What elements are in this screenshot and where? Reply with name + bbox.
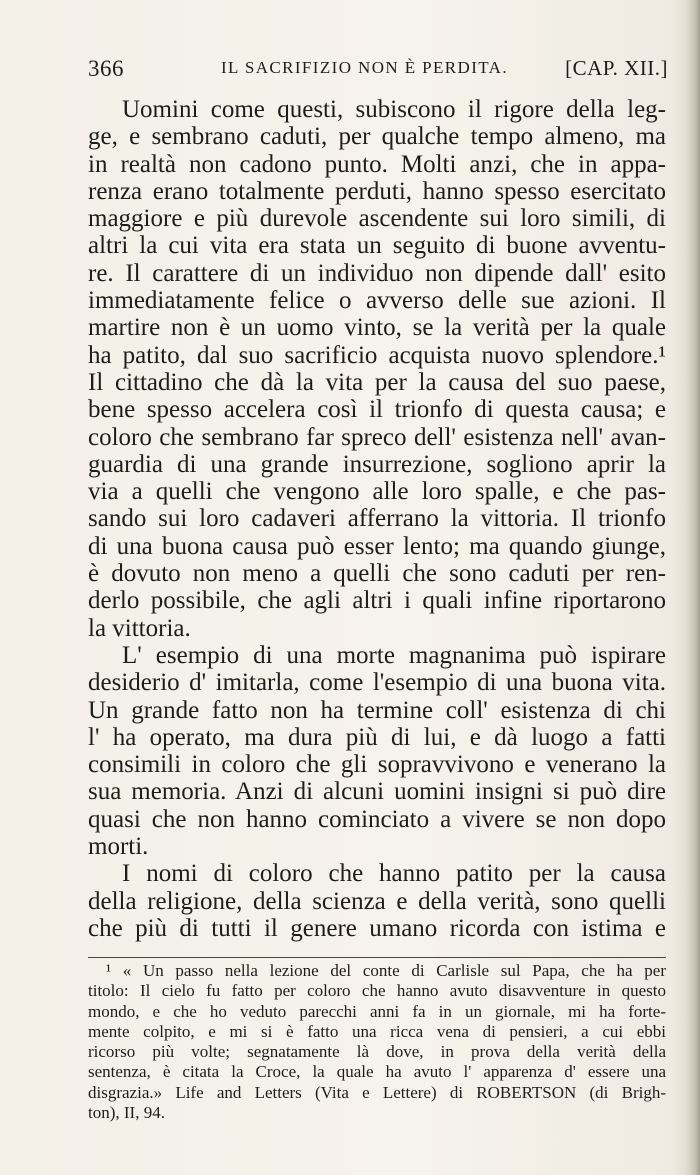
text-line: Il cittadino che dà la vita per la causa del suo paese, [88,368,666,396]
text-line: è dovuto non meno a quelli che sono caduti per ren- [88,560,666,588]
footnote-line: ricorso più volte; segnatamente là dove, in prova della verità della [88,1042,666,1062]
footnote [88,961,666,1123]
main-text [88,96,666,942]
chapter-label: [CAP. XII.] [565,56,668,80]
footnote-line: mondo, e che ho veduto parecchi anni fa in un giornale, mi ha forte- [88,1001,666,1021]
footnote-line: mente colpito, e mi si è fatto una ricca vena di pensieri, a cui ebbi [88,1021,666,1041]
text-line: Uomini come questi, subiscono il rigore della leg- [122,96,666,123]
text-line: altri la cui vita era stata un seguito di buone avventu- [88,232,666,260]
running-title: IL SACRIFIZIO NON È PERDITA. [221,58,509,77]
text-line: quasi che non hanno cominciato a vivere se non dopo [88,805,666,833]
page-number: 366 [88,56,124,81]
text-line: derlo possibile, che agli altri i quali infine riportarono [88,587,666,615]
footnote-line: ¹ « Un passo nella lezione del conte di Carlisle sul Papa, che ha per [106,961,666,980]
text-line: coloro che sembrano far spreco dell' esistenza nell' avan- [88,423,666,451]
text-line: via a quelli che vengono alle loro spalle, e che pas- [88,478,666,506]
text-line: Un grande fatto non ha termine coll' esistenza di chi [88,696,666,724]
text-line: in realtà non cadono punto. Molti anzi, che in appa- [88,150,666,178]
text-line: che più di tutti il genere umano ricorda con istima e [88,914,666,942]
text-line: maggiore e più durevole ascendente sui loro simili, di [88,205,666,233]
text-line: morti. [88,833,149,861]
text-line: renza erano totalmente perduti, hanno spesso esercitato [88,177,666,205]
text-line: I nomi di coloro che hanno patito per la causa [122,860,666,888]
text-line: la vittoria. [88,614,191,642]
footnote-line: sentenza, è citata la Croce, la quale ha avuto l' apparenza d' essere una [88,1062,666,1082]
text-line: bene spesso accelera così il trionfo di questa causa; e [88,396,666,424]
text-line: l' ha operato, ma dura più di lui, e dà luogo a fatti [88,723,666,751]
text-line: di una buona causa può esser lento; ma quando giunge, [88,532,666,560]
page-edge-shadow [686,0,700,1175]
footnote-line: titolo: Il cielo fu fatto per coloro che hanno avuto disavventure in questo [88,981,666,1001]
text-line: della religione, della scienza e della verità, sono quelli [88,887,666,915]
text-line: desiderio d' imitarla, come l'esempio di una buona vita. [88,669,666,697]
footnote-divider [88,957,666,958]
text-line: L' esempio di una morte magnanima può ispirare [122,641,666,669]
footnote-line: ton), II, 94. [88,1103,165,1123]
text-line: consimili in coloro che gli sopravvivono e venerano la [88,751,666,779]
text-line: re. Il carattere di un individuo non dipende dall' esito [88,259,666,287]
text-line: sando sui loro cadaveri afferrano la vittoria. Il trionfo [88,505,666,533]
text-line: martire non è un uomo vinto, se la verità per la quale [88,314,666,342]
running-header [88,56,668,86]
text-line: guardia di una grande insurrezione, sogliono aprir la [88,450,666,478]
text-line: immediatamente felice o avverso delle sue azioni. Il [88,287,666,315]
text-line: ge, e sembrano caduti, per qualche tempo almeno, ma [88,123,666,151]
footnote-line: disgrazia.» Life and Letters (Vita e Lettere) di ROBERTSON (di Brigh- [88,1082,666,1102]
text-line: sua memoria. Anzi di alcuni uomini insigni si può dire [88,778,666,806]
text-line: ha patito, dal suo sacrificio acquista nuovo splendore.¹ [88,341,666,369]
